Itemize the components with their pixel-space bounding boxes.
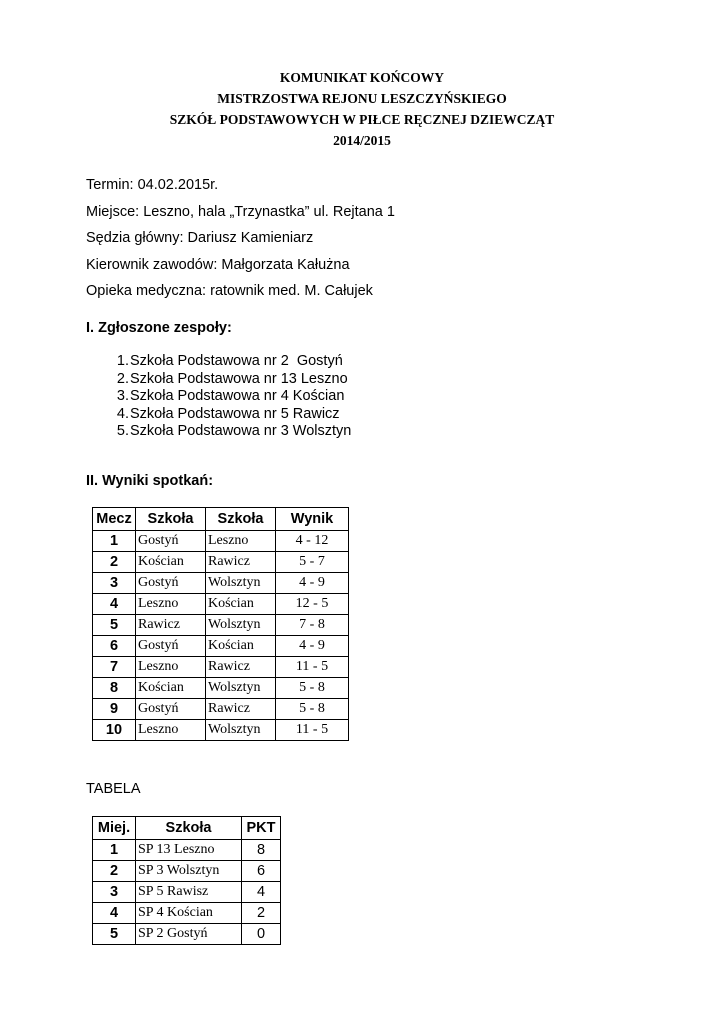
list-item: 1.Szkoła Podstawowa nr 2 Gostyń bbox=[116, 353, 343, 369]
table-row: 5 Rawicz Wolsztyn 7 - 8 bbox=[93, 615, 349, 636]
list-item: 5.Szkoła Podstawowa nr 3 Wolsztyn bbox=[116, 423, 352, 439]
event-info bbox=[86, 175, 395, 308]
table-row: 3 SP 5 Rawisz 4 bbox=[93, 882, 281, 903]
section-results-title: II. Wyniki spotkań: bbox=[86, 473, 214, 489]
table-row: 1 SP 13 Leszno 8 bbox=[93, 840, 281, 861]
table-row: 1 Gostyń Leszno 4 - 12 bbox=[93, 531, 349, 552]
table-row: 3 Gostyń Wolsztyn 4 - 9 bbox=[93, 573, 349, 594]
table-header-row: Mecz Szkoła Szkoła Wynik bbox=[93, 508, 349, 531]
table-row: 2 Kościan Rawicz 5 - 7 bbox=[93, 552, 349, 573]
table-row: 6 Gostyń Kościan 4 - 9 bbox=[93, 636, 349, 657]
header-season: 2014/2015 bbox=[333, 133, 391, 148]
table-row: 9 Gostyń Rawicz 5 - 8 bbox=[93, 699, 349, 720]
header-title: KOMUNIKAT KOŃCOWY bbox=[279, 70, 445, 85]
table-row: 2 SP 3 Wolsztyn 6 bbox=[93, 861, 281, 882]
header-subtitle-2: SZKÓŁ PODSTAWOWYCH W PIŁCE RĘCZNEJ DZIEWCZĄT bbox=[169, 112, 555, 127]
table-row: 4 SP 4 Kościan 2 bbox=[93, 903, 281, 924]
table-row: 5 SP 2 Gostyń 0 bbox=[93, 924, 281, 945]
info-sedzia: Sędzia główny: Dariusz Kamieniarz bbox=[86, 230, 314, 246]
info-opieka: Opieka medyczna: ratownik med. M. Całujek bbox=[86, 283, 373, 299]
table-header-row: Miej. Szkoła PKT bbox=[93, 817, 281, 840]
teams-list bbox=[105, 353, 351, 441]
header-subtitle: MISTRZOSTWA REJONU LESZCZYŃSKIEGO bbox=[217, 91, 507, 106]
info-miejsce: Miejsce: Leszno, hala „Trzynastka” ul. Rejtana 1 bbox=[86, 203, 395, 220]
table-row: 7 Leszno Rawicz 11 - 5 bbox=[93, 657, 349, 678]
list-item: 3.Szkoła Podstawowa nr 4 Kościan bbox=[116, 388, 345, 404]
section-teams-title: I. Zgłoszone zespoły: bbox=[86, 320, 232, 336]
standings-title: TABELA bbox=[86, 781, 141, 797]
table-row: 10 Leszno Wolsztyn 11 - 5 bbox=[93, 720, 349, 741]
document-header bbox=[0, 67, 724, 151]
info-termin: Termin: 04.02.2015r. bbox=[86, 177, 219, 193]
standings-table bbox=[92, 816, 281, 945]
results-table bbox=[92, 507, 349, 741]
info-kierownik: Kierownik zawodów: Małgorzata Kałużna bbox=[86, 256, 350, 273]
table-row: 8 Kościan Wolsztyn 5 - 8 bbox=[93, 678, 349, 699]
table-row: 4 Leszno Kościan 12 - 5 bbox=[93, 594, 349, 615]
list-item: 2.Szkoła Podstawowa nr 13 Leszno bbox=[116, 370, 348, 387]
list-item: 4.Szkoła Podstawowa nr 5 Rawicz bbox=[116, 405, 340, 422]
